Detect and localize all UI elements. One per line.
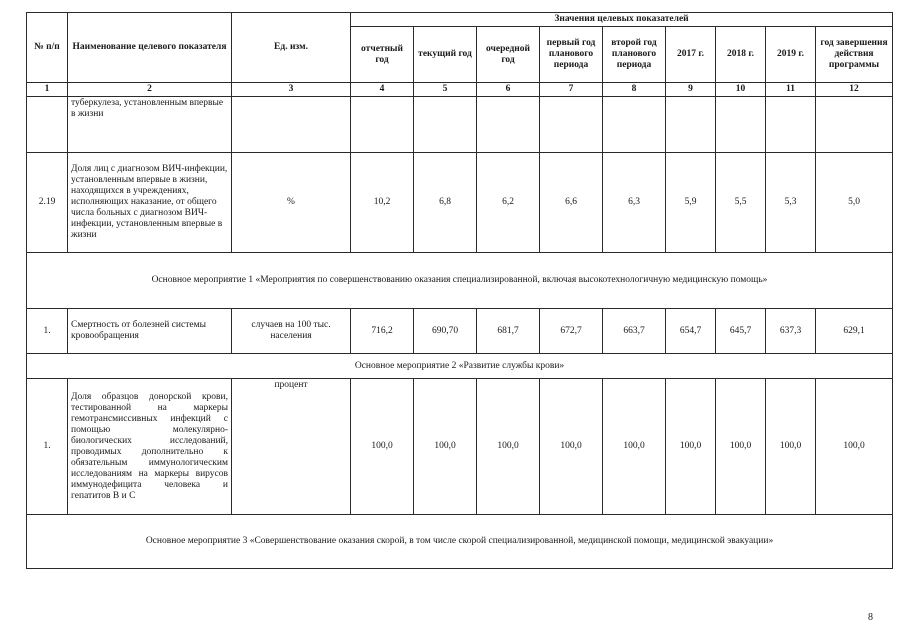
indicator-num: 2.19 <box>27 153 68 253</box>
indicator-num: 1. <box>27 309 68 354</box>
indicator-value: 100,0 <box>477 379 540 515</box>
column-number: 12 <box>816 83 893 97</box>
header-num: № п/п <box>27 13 68 83</box>
indicator-unit: случаев на 100 тыс. населения <box>232 309 351 354</box>
indicator-value: 5,9 <box>666 153 716 253</box>
column-number: 5 <box>414 83 477 97</box>
indicator-value: 690,70 <box>414 309 477 354</box>
header-col: 2018 г. <box>716 27 766 83</box>
indicator-value: 654,7 <box>666 309 716 354</box>
document-page <box>26 12 892 569</box>
indicator-unit: процент <box>232 379 351 515</box>
column-number: 2 <box>68 83 232 97</box>
table-row <box>27 97 893 153</box>
indicator-num: 1. <box>27 379 68 515</box>
section-title: Основное мероприятие 1 «Мероприятия по совершенствованию оказания специализированной, включая высокотехнологичную медицинскую помощь» <box>27 253 893 309</box>
indicator-value: 6,6 <box>540 153 603 253</box>
column-number: 3 <box>232 83 351 97</box>
indicator-value: 716,2 <box>351 309 414 354</box>
indicator-value: 100,0 <box>603 379 666 515</box>
indicator-value: 100,0 <box>716 379 766 515</box>
header-name: Наименование целевого показателя <box>68 13 232 83</box>
indicator-value: 100,0 <box>816 379 893 515</box>
indicator-value: 663,7 <box>603 309 666 354</box>
section-row <box>27 354 893 379</box>
header-unit: Ед. изм. <box>232 13 351 83</box>
header-col: очередной год <box>477 27 540 83</box>
indicator-value: 100,0 <box>414 379 477 515</box>
header-col: 2019 г. <box>766 27 816 83</box>
column-number: 8 <box>603 83 666 97</box>
indicator-value: 672,7 <box>540 309 603 354</box>
indicator-value: 100,0 <box>666 379 716 515</box>
indicator-value: 681,7 <box>477 309 540 354</box>
table-row <box>27 153 893 253</box>
header-group: Значения целевых показателей <box>351 13 893 27</box>
indicator-value: 100,0 <box>351 379 414 515</box>
header-col: год завершения действия программы <box>816 27 893 83</box>
indicator-name: Доля лиц с диагнозом ВИЧ-инфекции, установленным впервые в жизни, находящихся в учреждениях, исполняющих наказание, от общего числа больных с диагнозом ВИЧ-инфекции, установленным впервые в жизни <box>68 153 232 253</box>
indicator-value: 5,3 <box>766 153 816 253</box>
indicator-name: туберкулеза, установленным впервые в жизни <box>68 97 232 153</box>
indicator-name: Смертность от болезней системы кровообращения <box>68 309 232 354</box>
indicator-value: 6,3 <box>603 153 666 253</box>
indicator-value: 5,0 <box>816 153 893 253</box>
indicator-unit: % <box>232 153 351 253</box>
column-number: 7 <box>540 83 603 97</box>
column-number: 11 <box>766 83 816 97</box>
indicator-value: 629,1 <box>816 309 893 354</box>
section-row <box>27 515 893 569</box>
indicator-value: 5,5 <box>716 153 766 253</box>
header-col: отчетный год <box>351 27 414 83</box>
header-col: второй год планового периода <box>603 27 666 83</box>
header-col: первый год планового периода <box>540 27 603 83</box>
indicator-value: 10,2 <box>351 153 414 253</box>
indicator-name: Доля образцов донорской крови, тестированной на маркеры гемотрансмиссивных инфекций с помощью молекулярно-биологических исследований, проводимых дополнительно к обязательным иммунологическим исследованиям на маркеры вирусов иммунодефицита человека и гепатитов В и С <box>68 379 232 515</box>
column-number: 9 <box>666 83 716 97</box>
indicator-value: 6,2 <box>477 153 540 253</box>
column-number: 4 <box>351 83 414 97</box>
section-title: Основное мероприятие 2 «Развитие службы крови» <box>27 354 893 379</box>
indicator-value: 645,7 <box>716 309 766 354</box>
indicator-value: 6,8 <box>414 153 477 253</box>
section-title: Основное мероприятие 3 «Совершенствование оказания скорой, в том числе скорой специализированной, медицинской помощи, медицинской эвакуации» <box>27 515 893 569</box>
section-row <box>27 253 893 309</box>
column-number: 6 <box>477 83 540 97</box>
column-number: 1 <box>27 83 68 97</box>
indicator-value: 637,3 <box>766 309 816 354</box>
indicator-value: 100,0 <box>766 379 816 515</box>
indicator-value: 100,0 <box>540 379 603 515</box>
header-col: текущий год <box>414 27 477 83</box>
table-row <box>27 309 893 354</box>
header-col: 2017 г. <box>666 27 716 83</box>
page-number: 8 <box>868 612 873 623</box>
column-number: 10 <box>716 83 766 97</box>
target-indicators-table <box>26 12 893 569</box>
table-row <box>27 379 893 515</box>
